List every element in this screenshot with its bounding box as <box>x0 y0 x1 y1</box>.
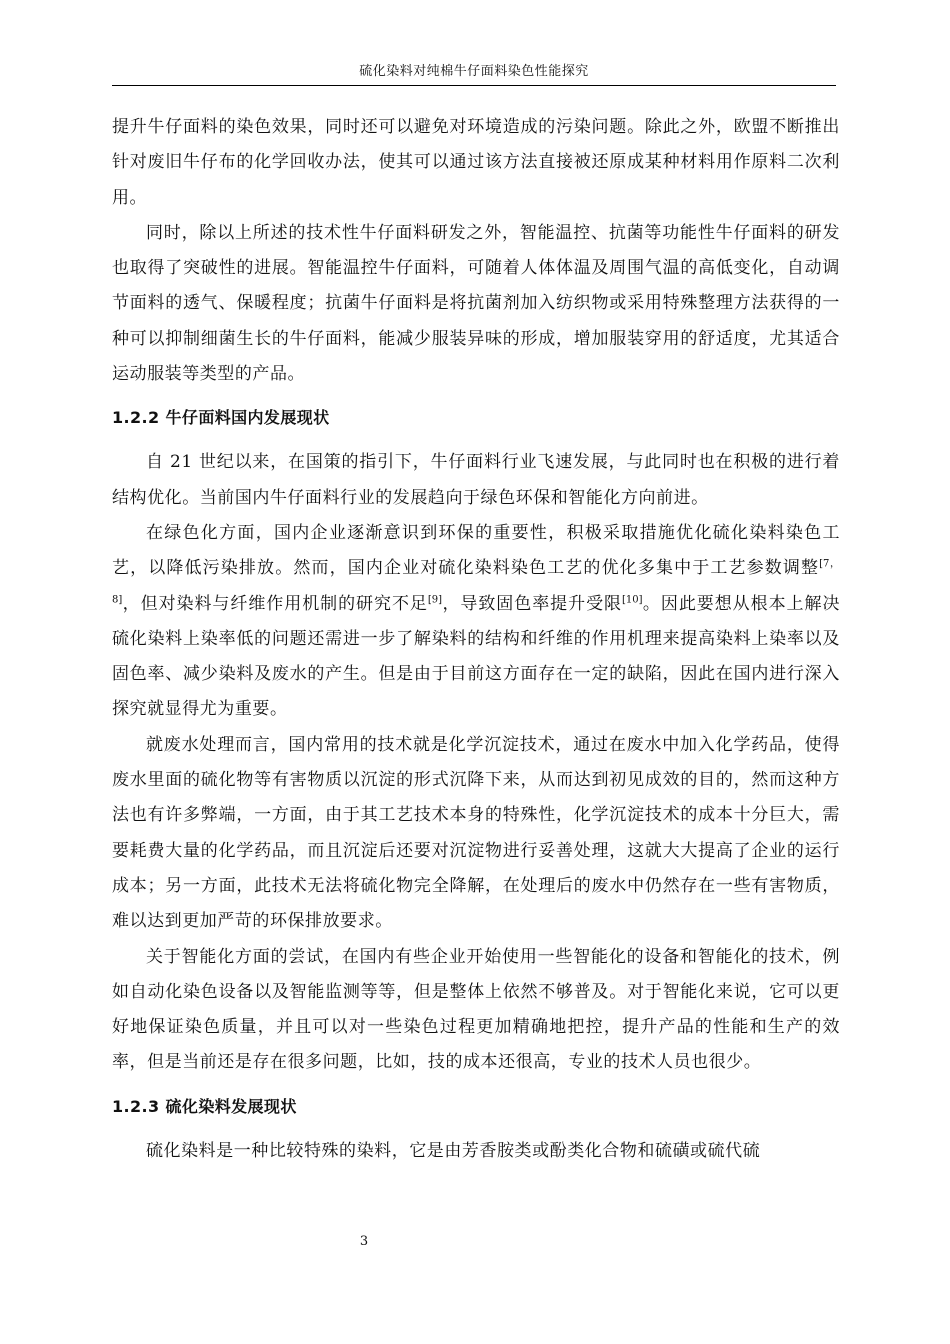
green-text-3: ，导致固色率提升受限 <box>442 593 622 614</box>
running-header: 硫化染料对纯棉牛仔面料染色性能探究 <box>359 64 589 79</box>
citation-10: [10] <box>621 593 643 605</box>
green-text-4: 。因此要想从根本上解决硫化染料上染率低的问题还需进一步了解染料的结构和纤维的作用机理来提高染料上染率以及固色率、减少染料及废水的产生。但是由于目前这方面存在一定的缺陷，因此在国内进行深入探究就显得尤为重要。 <box>112 593 840 720</box>
header-rule <box>112 85 836 86</box>
paragraph-functional-denim: 同时，除以上所述的技术性牛仔面料研发之外，智能温控、抗菌等功能性牛仔面料的研发也取得了突破性的进展。智能温控牛仔面料，可随着人体体温及周围气温的高低变化，自动调节面料的透气、保暖程度；抗菌牛仔面料是将抗菌剂加入纺织物或采用特殊整理方法获得的一种可以抑制细菌生长的牛仔面料，能减少服装异味的形成，增加服装穿用的舒适度，尤其适合运动服装等类型的产品。 <box>112 222 840 385</box>
section-heading-1-2-3: 1.2.3 硫化染料发展现状 <box>112 1096 297 1116</box>
paragraph-green-development <box>112 516 840 728</box>
green-text-1: 在绿色化方面，国内企业逐渐意识到环保的重要性，积极采取措施优化硫化染料染色工艺，以降低污染排放。然而，国内企业对硫化染料染色工艺的优化多集中于工艺参数调整 <box>112 522 840 579</box>
section-heading-1-2-2: 1.2.2 牛仔面料国内发展现状 <box>112 408 330 428</box>
paragraph-wastewater: 就废水处理而言，国内常用的技术就是化学沉淀技术，通过在废水中加入化学药品，使得废水里面的硫化物等有害物质以沉淀的形式沉降下来，从而达到初见成效的目的，然而这种方法也有许多弊端，一方面，由于其工艺技术本身的特殊性，化学沉淀技术的成本十分巨大，需要耗费大量的化学药品，而且沉淀后还要对沉淀物进行妥善处理，这就大大提高了企业的运行成本；另一方面，此技术无法将硫化物完全降解，在处理后的废水中仍然存在一些有害物质，难以达到更加严苛的环保排放要求。 <box>112 734 840 932</box>
paragraph-continued: 提升牛仔面料的染色效果，同时还可以避免对环境造成的污染问题。除此之外，欧盟不断推出针对废旧牛仔布的化学回收办法，使其可以通过该方法直接被还原成某种材料用作原料二次利用。 <box>112 117 840 208</box>
paragraph-intelligent: 关于智能化方面的尝试，在国内有些企业开始使用一些智能化的设备和智能化的技术，例如自动化染色设备以及智能监测等等，但是整体上依然不够普及。对于智能化来说，它可以更好地保证染色质量，并且可以对一些染色过程更加精确地把控，提升产品的性能和生产的效率，但是当前还是存在很多问题，比如，技的成本还很高，专业的技术人员也很少。 <box>112 946 840 1073</box>
citation-7-8: [7，8] <box>112 558 841 605</box>
body-text <box>112 110 840 1169</box>
page-number: 3 <box>359 1234 369 1249</box>
green-text-2: ，但对染料与纤维作用机制的研究不足 <box>122 593 428 614</box>
paragraph-sulfur-dye-intro: 硫化染料是一种比较特殊的染料，它是由芳香胺类或酚类化合物和硫磺或硫代硫 <box>146 1140 761 1161</box>
paragraph-domestic-overview: 自 21 世纪以来，在国策的指引下，牛仔面料行业飞速发展，与此同时也在积极的进行着结构优化。当前国内牛仔面料行业的发展趋向于绿色环保和智能化方向前进。 <box>112 452 840 508</box>
citation-9: [9] <box>427 593 443 605</box>
